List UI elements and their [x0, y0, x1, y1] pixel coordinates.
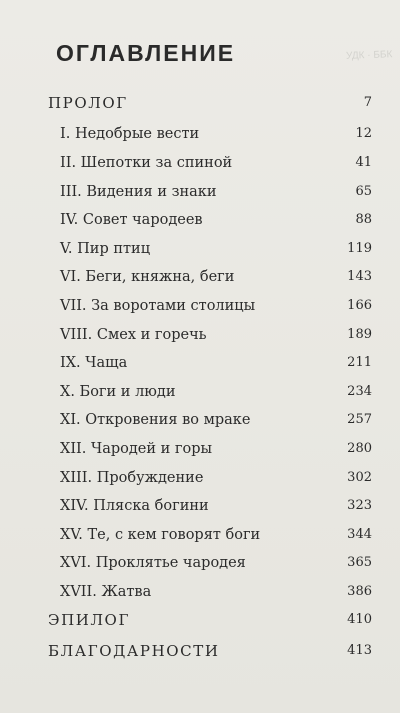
- toc-entry-title: ПРОЛОГ: [48, 94, 128, 112]
- toc-chapter-entry: [0, 323, 400, 347]
- toc-entry-title: XI. Откровения во мраке: [60, 412, 251, 428]
- toc-entry-title: ЭПИЛОГ: [48, 611, 130, 629]
- toc-section-entry: [0, 91, 400, 115]
- toc-chapter-entry: [0, 122, 400, 146]
- toc-chapter-entry: [0, 294, 400, 318]
- toc-entry-title: II. Шепотки за спиной: [60, 155, 233, 171]
- toc-chapter-entry: [0, 180, 400, 204]
- toc-chapter-entry: [0, 208, 400, 232]
- toc-entry-title: I. Недобрые вести: [60, 126, 200, 142]
- toc-chapter-entry: [0, 265, 400, 289]
- toc-page-number: 143: [347, 269, 372, 284]
- toc-entry-title: XV. Те, с кем говорят боги: [60, 527, 261, 543]
- toc-page-number: 119: [347, 241, 372, 256]
- toc-page-number: 344: [347, 527, 372, 542]
- toc-entry-title: VI. Беги, княжна, беги: [60, 269, 235, 285]
- toc-chapter-entry: [0, 351, 400, 375]
- toc-chapter-entry: [0, 466, 400, 490]
- toc-chapter-entry: [0, 580, 400, 604]
- toc-page-number: 211: [347, 355, 372, 370]
- toc-page-number: 12: [355, 126, 372, 141]
- toc-page-number: 410: [347, 612, 372, 627]
- toc-chapter-entry: [0, 523, 400, 547]
- toc-chapter-entry: [0, 437, 400, 461]
- toc-page-number: 386: [347, 584, 372, 599]
- toc-chapter-entry: [0, 408, 400, 432]
- bleed-through-text: УДК · ББК: [345, 49, 393, 62]
- toc-entry-title: IV. Совет чародеев: [60, 212, 203, 228]
- toc-page-number: 65: [355, 184, 372, 199]
- toc-chapter-entry: [0, 380, 400, 404]
- toc-page-number: 7: [363, 95, 372, 110]
- toc-chapter-entry: [0, 151, 400, 175]
- toc-entry-title: XIV. Пляска богини: [60, 498, 209, 514]
- toc-page-number: 257: [347, 412, 372, 427]
- page-title: ОГЛАВЛЕНИЕ: [56, 40, 236, 66]
- toc-page-number: 166: [347, 298, 372, 313]
- toc-entry-title: XIII. Пробуждение: [60, 470, 204, 486]
- toc-chapter-entry: [0, 551, 400, 575]
- toc-page-number: 413: [347, 643, 372, 658]
- toc-page-number: 323: [347, 498, 372, 513]
- toc-entry-title: V. Пир птиц: [60, 241, 151, 257]
- toc-entry-title: XII. Чародей и горы: [60, 441, 213, 457]
- toc-page-number: 302: [347, 470, 372, 485]
- toc-entry-title: VII. За воротами столицы: [60, 298, 256, 314]
- toc-page-number: 365: [347, 555, 372, 570]
- toc-entry-title: БЛАГОДАРНОСТИ: [48, 642, 220, 660]
- toc-entry-title: XVI. Проклятье чародея: [60, 555, 246, 571]
- toc-entry-title: IX. Чаща: [60, 355, 128, 371]
- toc-chapter-entry: [0, 237, 400, 261]
- toc-page-number: 234: [347, 384, 372, 399]
- toc-section-entry: [0, 608, 400, 632]
- toc-page-number: 41: [355, 155, 372, 170]
- toc-section-entry: [0, 639, 400, 663]
- toc-entry-title: III. Видения и знаки: [60, 184, 217, 200]
- toc-entry-title: XVII. Жатва: [60, 584, 152, 600]
- toc-entry-title: VIII. Смех и горечь: [60, 327, 207, 343]
- toc-page-number: 88: [355, 212, 372, 227]
- toc-chapter-entry: [0, 494, 400, 518]
- toc-entry-title: X. Боги и люди: [60, 384, 176, 400]
- toc-page-number: 280: [347, 441, 372, 456]
- toc-page-number: 189: [347, 327, 372, 342]
